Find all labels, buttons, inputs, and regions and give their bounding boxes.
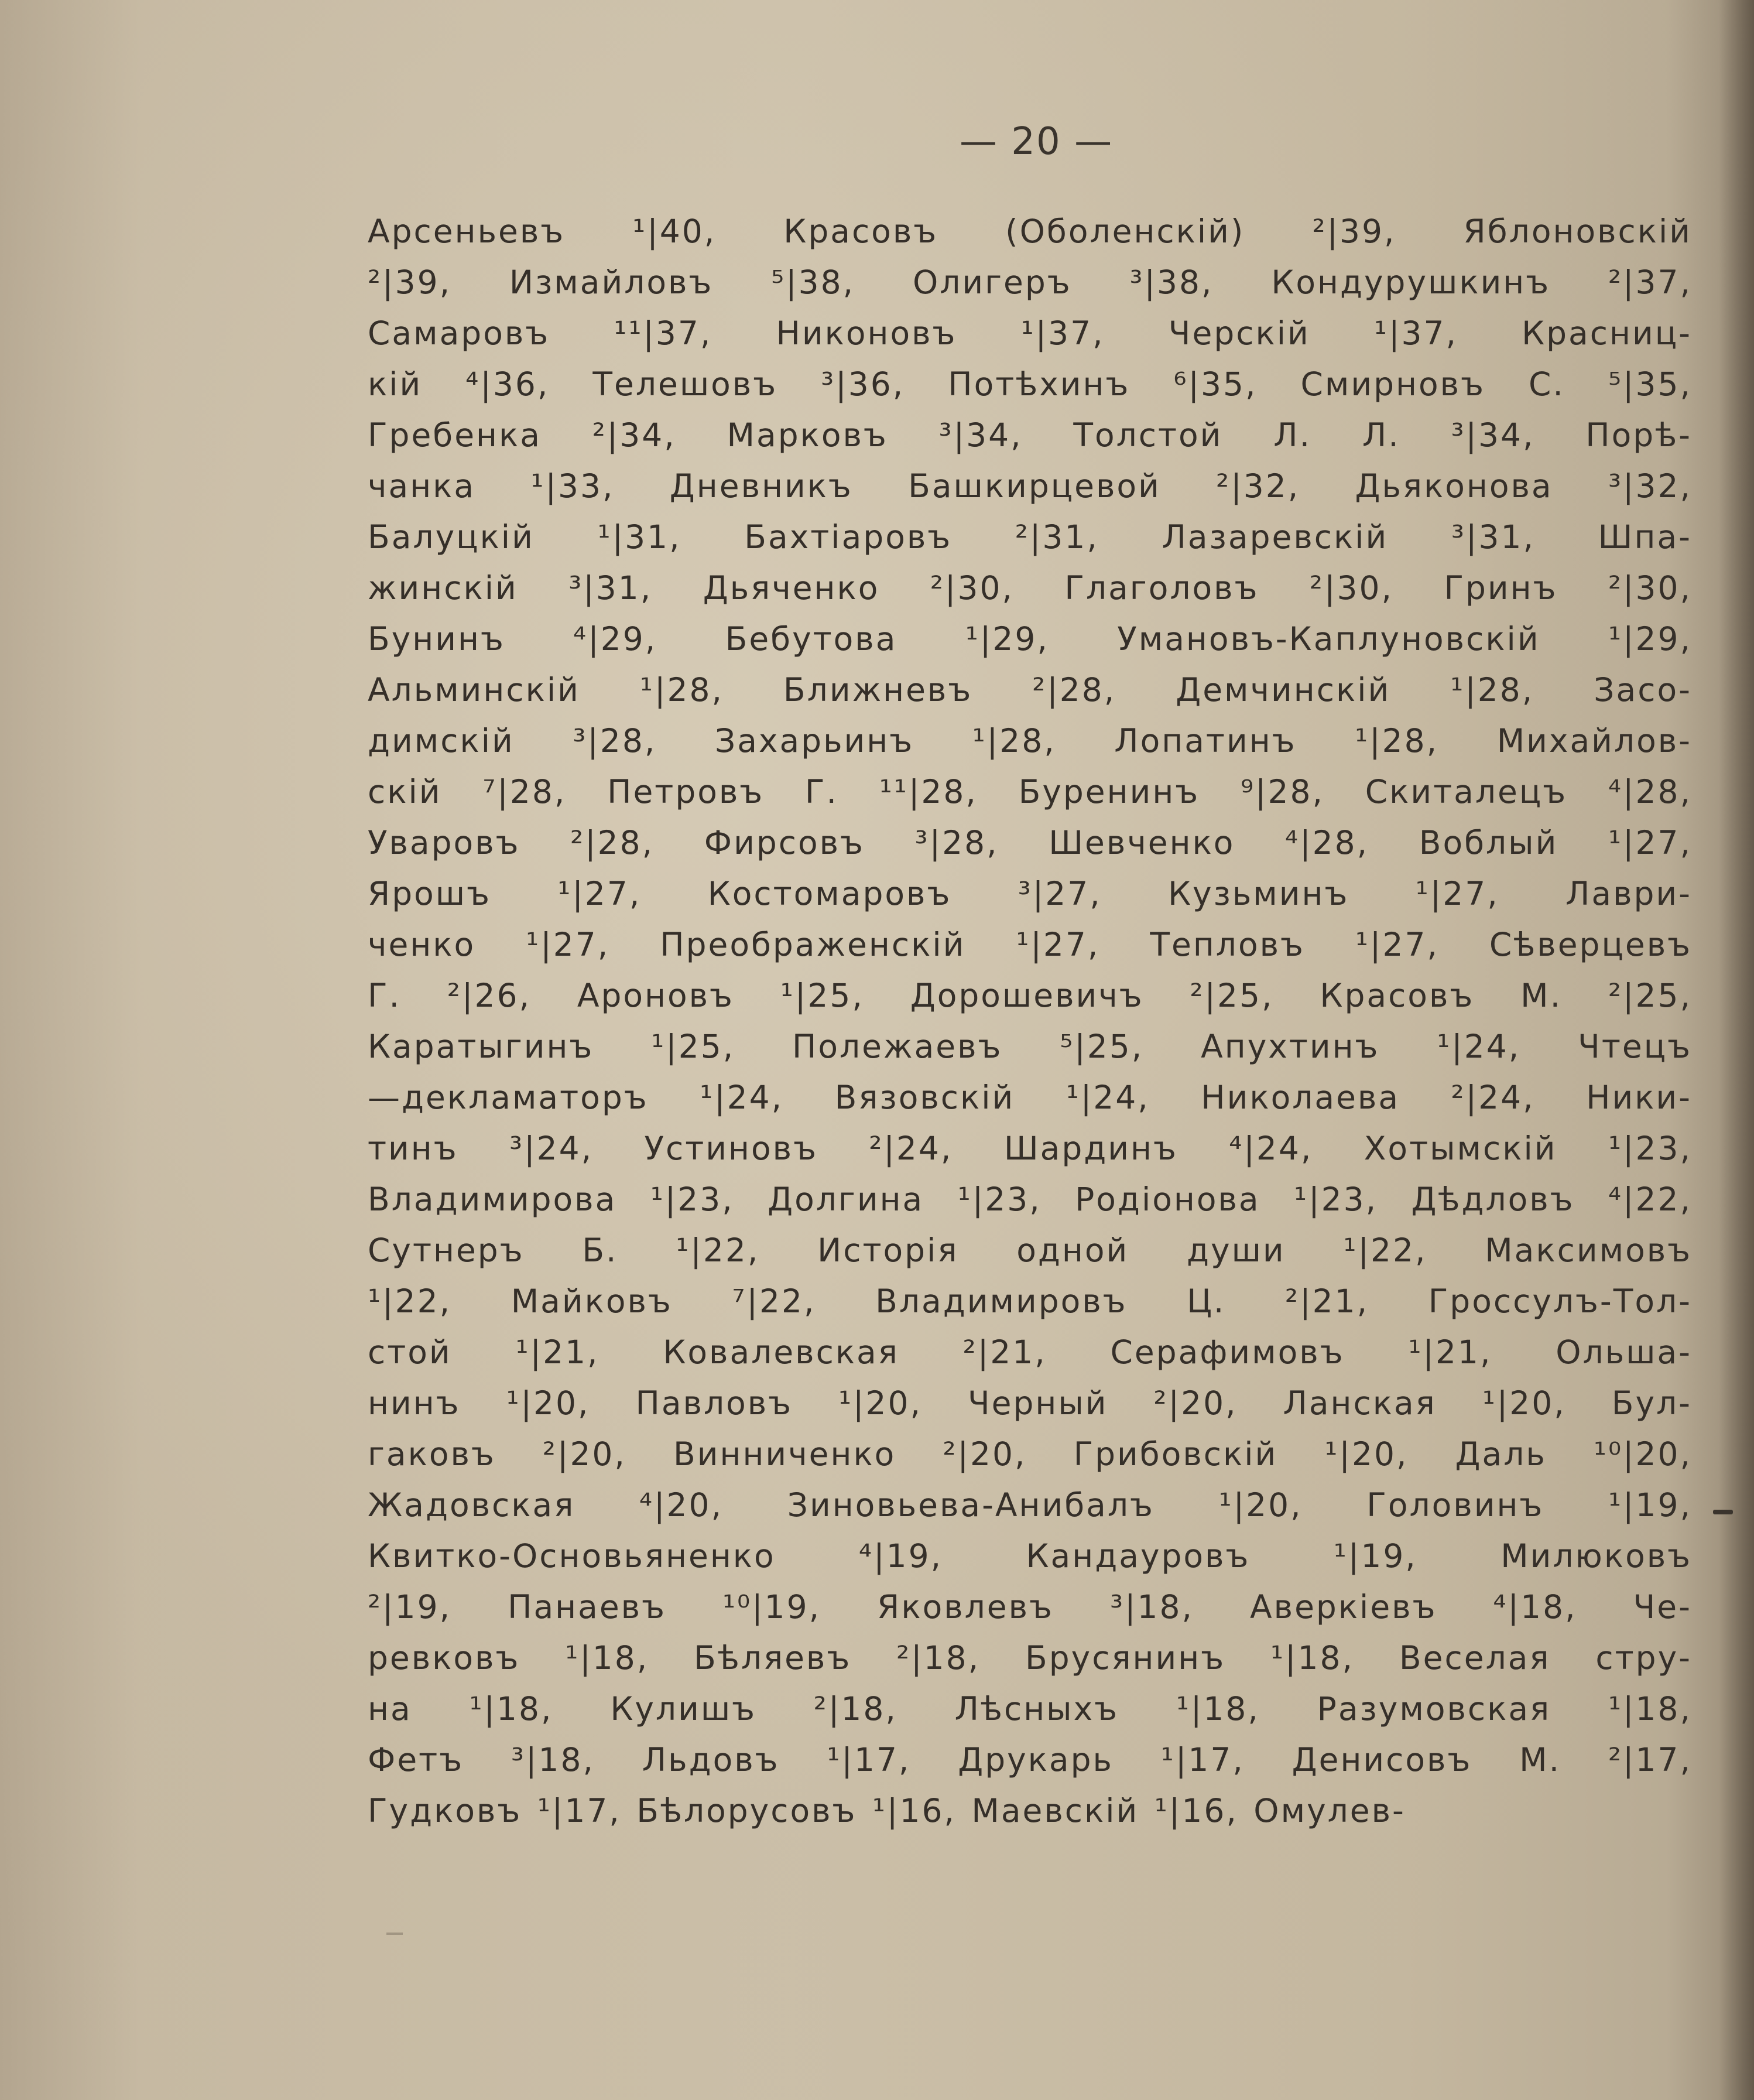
text-line: Жадовская ⁴|20, Зиновьева-Анибалъ ¹|20, Головинъ ¹|19,: [368, 1486, 1692, 1524]
text-line: Каратыгинъ ¹|25, Полежаевъ ⁵|25, Апухтинъ ¹|24, Чтецъ: [368, 1028, 1692, 1065]
spine-shadow: [1719, 0, 1754, 2100]
text-line: Альминскій ¹|28, Ближневъ ²|28, Демчинскій ¹|28, Засо-: [368, 671, 1692, 709]
text-line: Владимирова ¹|23, Долгина ¹|23, Родіонова ¹|23, Дѣдловъ ⁴|22,: [368, 1181, 1692, 1218]
text-line: кій ⁴|36, Телешовъ ³|36, Потѣхинъ ⁶|35, Смирновъ С. ⁵|35,: [368, 365, 1692, 403]
text-line: Балуцкій ¹|31, Бахтіаровъ ²|31, Лазаревскій ³|31, Шпа-: [368, 518, 1692, 556]
text-line: скій ⁷|28, Петровъ Г. ¹¹|28, Буренинъ ⁹|28, Скиталецъ ⁴|28,: [368, 773, 1692, 810]
text-line: ¹|22, Майковъ ⁷|22, Владимировъ Ц. ²|21, Гроссулъ-Тол-: [368, 1282, 1692, 1320]
text-line: гаковъ ²|20, Винниченко ²|20, Грибовскій ¹|20, Даль ¹⁰|20,: [368, 1435, 1692, 1473]
page-number: — 20 —: [959, 120, 1114, 163]
text-line: —декламаторъ ¹|24, Вязовскій ¹|24, Николаева ²|24, Ники-: [368, 1079, 1692, 1116]
text-line: нинъ ¹|20, Павловъ ¹|20, Черный ²|20, Ланская ¹|20, Бул-: [368, 1384, 1692, 1422]
text-line: ²|39, Измайловъ ⁵|38, Олигеръ ³|38, Кондурушкинъ ²|37,: [368, 264, 1692, 301]
text-line: тинъ ³|24, Устиновъ ²|24, Шардинъ ⁴|24, Хотымскій ¹|23,: [368, 1130, 1692, 1167]
text-line: димскій ³|28, Захарьинъ ¹|28, Лопатинъ ¹|28, Михайлов-: [368, 722, 1692, 760]
text-line: Бунинъ ⁴|29, Бебутова ¹|29, Умановъ-Каплуновскій ¹|29,: [368, 620, 1692, 658]
text-line: Самаровъ ¹¹|37, Никоновъ ¹|37, Черскій ¹|37, Красниц-: [368, 314, 1692, 352]
text-line: Г. ²|26, Ароновъ ¹|25, Дорошевичъ ²|25, Красовъ М. ²|25,: [368, 977, 1692, 1014]
text-line: Фетъ ³|18, Льдовъ ¹|17, Друкарь ¹|17, Денисовъ М. ²|17,: [368, 1741, 1692, 1778]
text-line: стой ¹|21, Ковалевская ²|21, Серафимовъ ¹|21, Ольша-: [368, 1333, 1692, 1371]
body-text: [368, 206, 1692, 1836]
text-line: Сутнеръ Б. ¹|22, Исторія одной души ¹|22, Максимовъ: [368, 1232, 1692, 1269]
text-line: чанка ¹|33, Дневникъ Башкирцевой ²|32, Дьяконова ³|32,: [368, 467, 1692, 505]
margin-mark: [386, 1933, 403, 1935]
text-line: Гребенка ²|34, Марковъ ³|34, Толстой Л. Л. ³|34, Порѣ-: [368, 416, 1692, 454]
text-line: жинскій ³|31, Дьяченко ²|30, Глаголовъ ²|30, Гринъ ²|30,: [368, 569, 1692, 607]
text-line: ²|19, Панаевъ ¹⁰|19, Яковлевъ ³|18, Аверкіевъ ⁴|18, Че-: [368, 1588, 1692, 1626]
text-line: Квитко-Основьяненко ⁴|19, Кандауровъ ¹|19, Милюковъ: [368, 1537, 1692, 1575]
text-line: ченко ¹|27, Преображенскій ¹|27, Тепловъ ¹|27, Сѣверцевъ: [368, 926, 1692, 963]
text-line: Арсеньевъ ¹|40, Красовъ (Оболенскій) ²|39, Яблоновскій: [368, 213, 1692, 250]
text-line: ревковъ ¹|18, Бѣляевъ ²|18, Брусянинъ ¹|18, Веселая стру-: [368, 1639, 1692, 1677]
text-line: Ярошъ ¹|27, Костомаровъ ³|27, Кузьминъ ¹|27, Лаври-: [368, 875, 1692, 912]
text-line: Уваровъ ²|28, Фирсовъ ³|28, Шевченко ⁴|28, Воблый ¹|27,: [368, 824, 1692, 861]
text-line: на ¹|18, Кулишъ ²|18, Лѣсныхъ ¹|18, Разумовская ¹|18,: [368, 1690, 1692, 1728]
margin-mark: [1713, 1510, 1733, 1514]
text-line: Гудковъ ¹|17, Бѣлорусовъ ¹|16, Маевскій ¹|16, Омулев-: [368, 1792, 1406, 1829]
